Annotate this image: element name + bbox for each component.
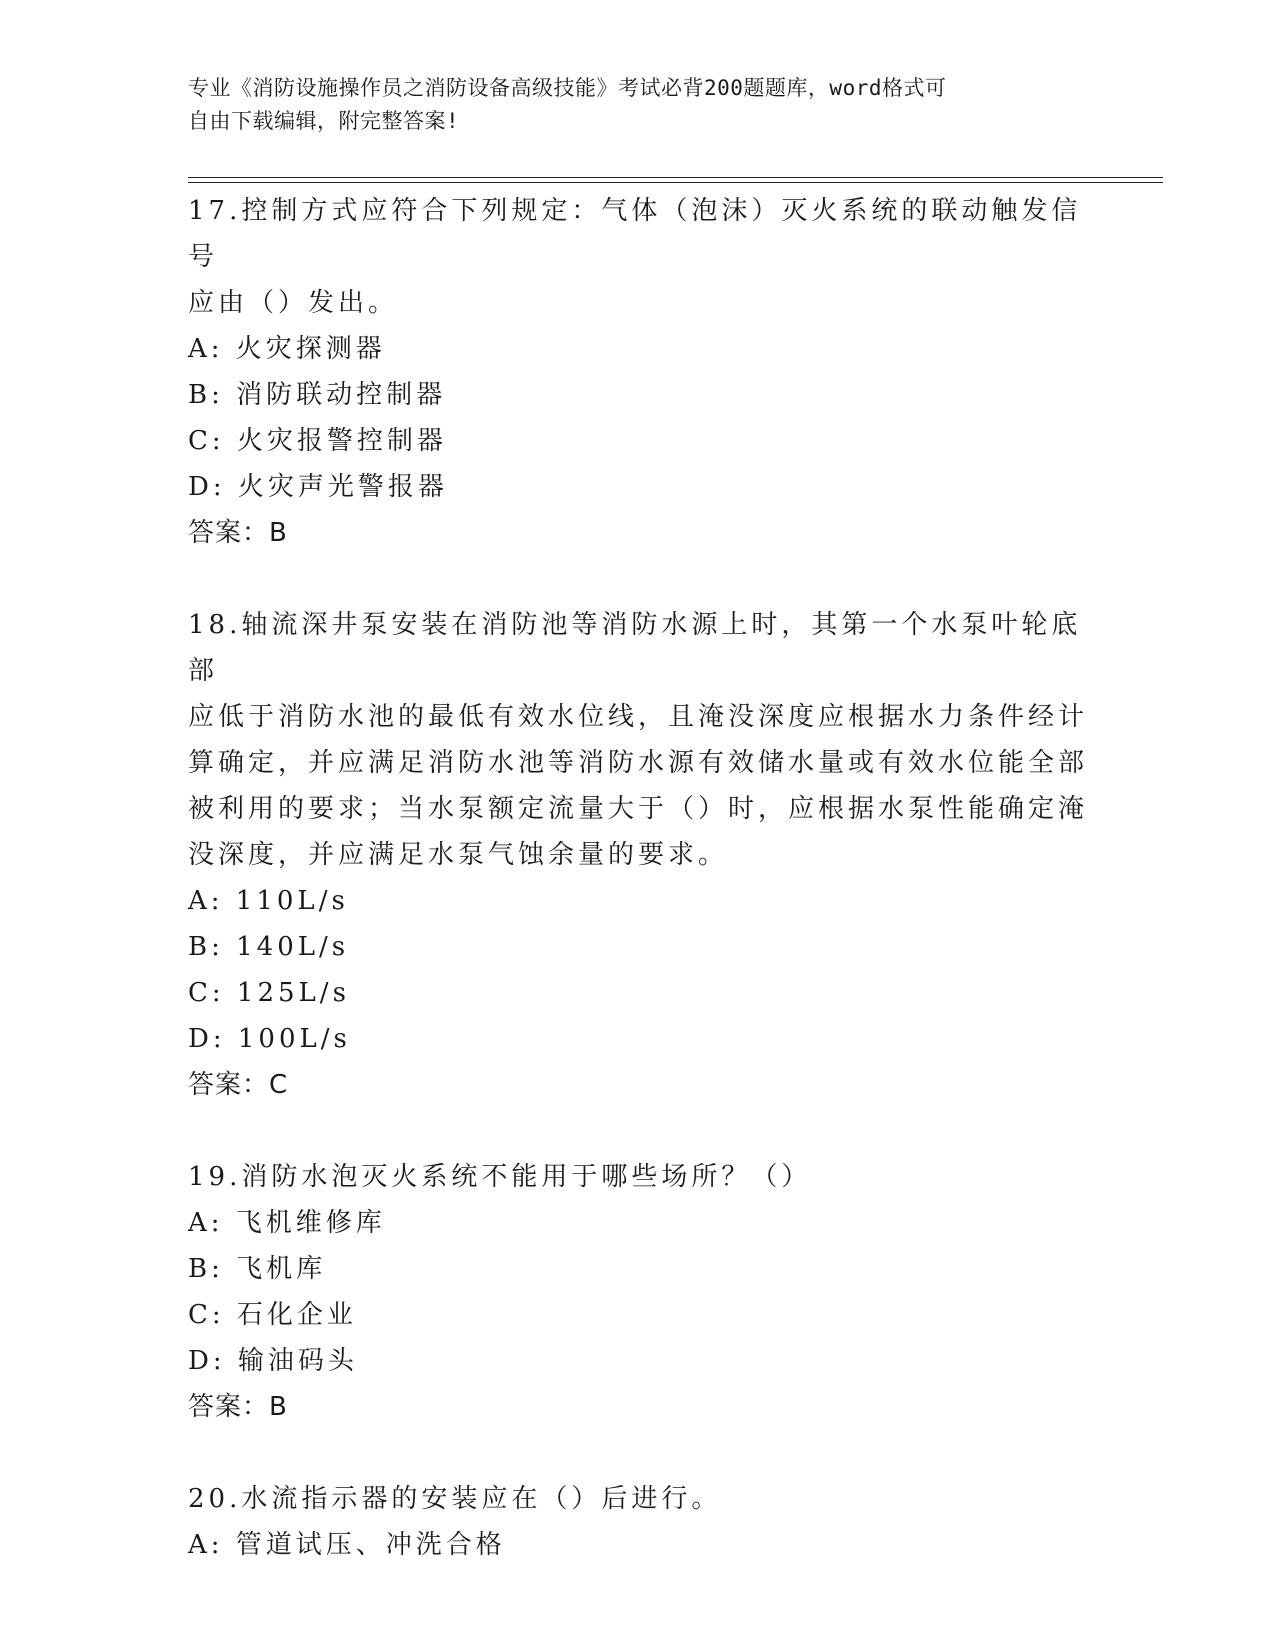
answer-label: 答案：B <box>188 518 288 548</box>
answer-label: 答案：B <box>188 1392 288 1422</box>
option-a: A: 管道试压、冲洗合格 <box>188 1530 506 1560</box>
question-19 <box>188 1154 1088 1430</box>
question-text-line: 应低于消防水池的最低有效水位线，且淹没深度应根据水力条件经计 <box>188 702 1089 732</box>
option-c: C: 石化企业 <box>188 1300 357 1330</box>
header-divider-bottom <box>188 182 1163 183</box>
option-d: D: 输油码头 <box>188 1346 358 1376</box>
header-line-2: 自由下载编辑，附完整答案! <box>188 109 460 133</box>
option-a: A: 飞机维修库 <box>188 1208 386 1238</box>
question-list <box>188 188 1088 1568</box>
option-b: B: 140L/s <box>188 932 350 962</box>
question-text-line: 被利用的要求；当水泵额定流量大于（）时，应根据水泵性能确定淹 <box>188 794 1089 824</box>
question-text-line: 没深度，并应满足水泵气蚀余量的要求。 <box>188 840 729 870</box>
question-text-line: 17.控制方式应符合下列规定：气体（泡沫）灭火系统的联动触发信号 <box>188 196 1082 272</box>
option-a: A: 110L/s <box>188 886 349 916</box>
option-b: B: 飞机库 <box>188 1254 327 1284</box>
option-c: C: 125L/s <box>188 978 350 1008</box>
option-d: D: 火灾声光警报器 <box>188 472 448 502</box>
question-text-line: 应由（）发出。 <box>188 288 399 318</box>
answer-label: 答案：C <box>188 1070 289 1100</box>
option-c: C: 火灾报警控制器 <box>188 426 447 456</box>
header-divider-top <box>188 177 1163 178</box>
question-18 <box>188 602 1088 1108</box>
option-d: D: 100L/s <box>188 1024 351 1054</box>
question-text-line: 算确定，并应满足消防水池等消防水源有效储水量或有效水位能全部 <box>188 748 1089 778</box>
question-text-line: 18.轴流深井泵安装在消防池等消防水源上时，其第一个水泵叶轮底部 <box>188 610 1082 686</box>
question-spacer <box>188 1108 1088 1154</box>
question-20 <box>188 1476 1088 1568</box>
question-text-line: 19.消防水泡灭火系统不能用于哪些场所？（） <box>188 1162 812 1192</box>
header-line-1: 专业《消防设施操作员之消防设备高级技能》考试必背200题题库，word格式可 <box>188 76 947 100</box>
document-header <box>188 72 1088 138</box>
option-a: A: 火灾探测器 <box>188 334 386 364</box>
question-spacer <box>188 1430 1088 1476</box>
question-17 <box>188 188 1088 556</box>
option-b: B: 消防联动控制器 <box>188 380 447 410</box>
question-text-line: 20.水流指示器的安装应在（）后进行。 <box>188 1484 722 1514</box>
question-spacer <box>188 556 1088 602</box>
